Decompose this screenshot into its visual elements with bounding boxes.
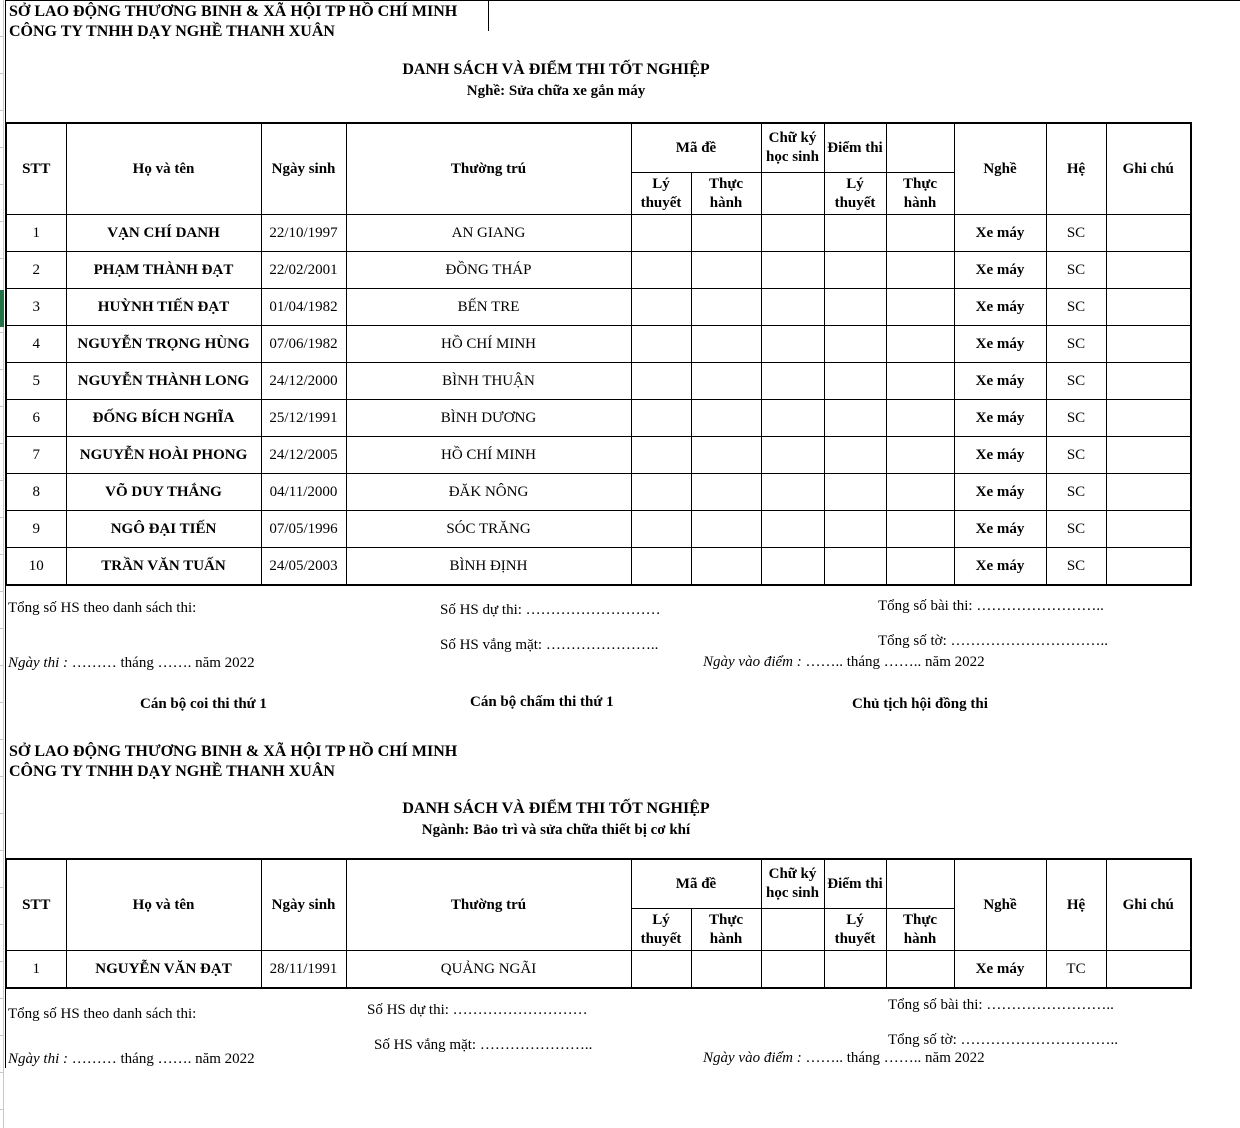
cell-chu-ky[interactable] bbox=[761, 548, 824, 586]
cell-he[interactable]: TC bbox=[1046, 951, 1106, 989]
tong-so-to-2: Tổng số tờ: ………………………….. bbox=[888, 1032, 1119, 1048]
subheader-ly-thuyet: Lý thuyết bbox=[824, 909, 886, 951]
table-row bbox=[6, 511, 1191, 548]
cell-stt[interactable]: 8 bbox=[6, 474, 66, 511]
tong-so-bai-thi: Tổng số bài thi: …………………….. bbox=[878, 598, 1104, 614]
cell-dob[interactable]: 25/12/1991 bbox=[261, 400, 346, 437]
cell-ma-de-ly-thuyet[interactable] bbox=[631, 326, 691, 363]
cell-ghi-chu[interactable] bbox=[1106, 215, 1191, 252]
cell-he[interactable]: SC bbox=[1046, 474, 1106, 511]
tong-so-to: Tổng số tờ: ………………………….. bbox=[878, 633, 1109, 649]
org-line1: SỞ LAO ĐỘNG THƯƠNG BINH & XÃ HỘI TP HỒ CHÍ MINH bbox=[9, 3, 458, 20]
cell-stt[interactable]: 5 bbox=[6, 363, 66, 400]
page-title-2: DANH SÁCH VÀ ĐIỂM THI TỐT NGHIỆP bbox=[402, 800, 710, 817]
cell-name[interactable]: ĐỐNG BÍCH NGHĨA bbox=[66, 400, 261, 437]
cell-ma-de-ly-thuyet[interactable] bbox=[631, 252, 691, 289]
cell-ma-de-thuc-hanh[interactable] bbox=[691, 951, 761, 989]
cell-diem-thuc-hanh[interactable] bbox=[886, 474, 954, 511]
cell-diem-thuc-hanh[interactable] bbox=[886, 326, 954, 363]
signature-can-bo-coi-thi: Cán bộ coi thi thứ 1 bbox=[140, 696, 267, 712]
cell-stt[interactable]: 1 bbox=[6, 215, 66, 252]
cell-name[interactable]: NGUYỄN TRỌNG HÙNG bbox=[66, 326, 261, 363]
cell-ghi-chu[interactable] bbox=[1106, 548, 1191, 586]
cell-he[interactable]: SC bbox=[1046, 252, 1106, 289]
cell-name[interactable]: VẠN CHÍ DANH bbox=[66, 215, 261, 252]
section2-titles bbox=[0, 800, 1112, 839]
cell-ma-de-ly-thuyet[interactable] bbox=[631, 511, 691, 548]
cell-stt[interactable]: 10 bbox=[6, 548, 66, 586]
gridline-rail bbox=[0, 0, 4, 1128]
cell-nghe[interactable]: Xe máy bbox=[954, 289, 1046, 326]
cell-ma-de-thuc-hanh[interactable] bbox=[691, 511, 761, 548]
cell-ma-de-thuc-hanh[interactable] bbox=[691, 289, 761, 326]
total-hs-label: Tổng số HS theo danh sách thi: bbox=[8, 600, 197, 616]
cell-diem-ly-thuyet[interactable] bbox=[824, 326, 886, 363]
cell-he[interactable]: SC bbox=[1046, 400, 1106, 437]
cell-chu-ky[interactable] bbox=[761, 474, 824, 511]
subheader-blank-chu-ky bbox=[761, 173, 824, 215]
cell-dob[interactable]: 07/05/1996 bbox=[261, 511, 346, 548]
signature-can-bo-cham-thi: Cán bộ chấm thi thứ 1 bbox=[470, 694, 614, 710]
subheader-thuc-hanh: Thực hành bbox=[691, 909, 761, 951]
signature-chu-tich-hoi-dong: Chủ tịch hội đồng thi bbox=[852, 696, 988, 712]
cell-ma-de-ly-thuyet[interactable] bbox=[631, 548, 691, 586]
cell-ma-de-thuc-hanh[interactable] bbox=[691, 548, 761, 586]
cell-diem-ly-thuyet[interactable] bbox=[824, 437, 886, 474]
cell-name[interactable]: VÕ DUY THẮNG bbox=[66, 474, 261, 511]
cell-dob[interactable]: 22/10/1997 bbox=[261, 215, 346, 252]
org-line2: CÔNG TY TNHH DẠY NGHỀ THANH XUÂN bbox=[9, 763, 335, 780]
cell-ma-de-ly-thuyet[interactable] bbox=[631, 437, 691, 474]
ngay-thi-label: Ngày thi : bbox=[8, 1051, 68, 1067]
cell-ma-de-ly-thuyet[interactable] bbox=[631, 474, 691, 511]
cell-name[interactable]: TRẦN VĂN TUẤN bbox=[66, 548, 261, 586]
cell-chu-ky[interactable] bbox=[761, 511, 824, 548]
cell-ma-de-ly-thuyet[interactable] bbox=[631, 215, 691, 252]
table-row bbox=[6, 215, 1191, 252]
total-hs-label-2: Tổng số HS theo danh sách thi: bbox=[8, 1006, 197, 1022]
cell-ghi-chu[interactable] bbox=[1106, 252, 1191, 289]
cell-stt[interactable]: 7 bbox=[6, 437, 66, 474]
cell-nghe[interactable]: Xe máy bbox=[954, 326, 1046, 363]
subheader-ly-thuyet: Lý thuyết bbox=[631, 909, 691, 951]
cell-diem-thuc-hanh[interactable] bbox=[886, 252, 954, 289]
ngay-vao-diem-2 bbox=[703, 1050, 985, 1067]
cell-ghi-chu[interactable] bbox=[1106, 400, 1191, 437]
cell-diem-ly-thuyet[interactable] bbox=[824, 474, 886, 511]
cell-stt[interactable]: 6 bbox=[6, 400, 66, 437]
cell-stt[interactable]: 2 bbox=[6, 252, 66, 289]
cell-nghe[interactable]: Xe máy bbox=[954, 474, 1046, 511]
cell-address[interactable]: BÌNH THUẬN bbox=[346, 363, 631, 400]
table-row bbox=[6, 548, 1191, 586]
cell-diem-thuc-hanh[interactable] bbox=[886, 511, 954, 548]
ngay-thi bbox=[8, 655, 255, 672]
org-header-2 bbox=[9, 742, 457, 782]
cell-address[interactable]: SÓC TRĂNG bbox=[346, 511, 631, 548]
cell-chu-ky[interactable] bbox=[761, 326, 824, 363]
col-header-dob: Ngày sinh bbox=[261, 123, 346, 215]
cell-stt[interactable]: 3 bbox=[6, 289, 66, 326]
cell-diem-thuc-hanh[interactable] bbox=[886, 215, 954, 252]
cell-ghi-chu[interactable] bbox=[1106, 511, 1191, 548]
cell-chu-ky[interactable] bbox=[761, 951, 824, 989]
hs-vang-mat: Số HS vắng mặt: ………………….. bbox=[440, 637, 659, 653]
subheader-thuc-hanh: Thực hành bbox=[886, 173, 954, 215]
cell-diem-thuc-hanh[interactable] bbox=[886, 951, 954, 989]
cell-chu-ky[interactable] bbox=[761, 400, 824, 437]
col-header-stt: STT bbox=[6, 859, 66, 951]
cell-name[interactable]: NGUYỄN THÀNH LONG bbox=[66, 363, 261, 400]
col-header-chu-ky: Chữ ký học sinh bbox=[761, 123, 824, 173]
table-row bbox=[6, 474, 1191, 511]
col-header-diem-thi: Điểm thi bbox=[824, 123, 886, 173]
cell-address[interactable]: BẾN TRE bbox=[346, 289, 631, 326]
cell-dob[interactable]: 01/04/1982 bbox=[261, 289, 346, 326]
hs-du-thi: Số HS dự thi: ……………………… bbox=[440, 602, 661, 618]
cell-name[interactable]: NGÔ ĐẠI TIẾN bbox=[66, 511, 261, 548]
col-header-blank bbox=[886, 859, 954, 909]
cell-diem-thuc-hanh[interactable] bbox=[886, 363, 954, 400]
cell-diem-ly-thuyet[interactable] bbox=[824, 400, 886, 437]
cell-nghe[interactable]: Xe máy bbox=[954, 252, 1046, 289]
subheader-thuc-hanh: Thực hành bbox=[691, 173, 761, 215]
cell-address[interactable]: BÌNH DƯƠNG bbox=[346, 400, 631, 437]
cell-ghi-chu[interactable] bbox=[1106, 363, 1191, 400]
cell-diem-ly-thuyet[interactable] bbox=[824, 548, 886, 586]
cell-name[interactable]: HUỲNH TIẾN ĐẠT bbox=[66, 289, 261, 326]
col-header-ghi-chu: Ghi chú bbox=[1106, 123, 1191, 215]
cell-ghi-chu[interactable] bbox=[1106, 437, 1191, 474]
cell-ma-de-ly-thuyet[interactable] bbox=[631, 951, 691, 989]
subheader-thuc-hanh: Thực hành bbox=[886, 909, 954, 951]
page-subtitle: Nghề: Sửa chữa xe gắn máy bbox=[466, 83, 646, 99]
table-row bbox=[6, 326, 1191, 363]
cell-address[interactable]: HỒ CHÍ MINH bbox=[346, 326, 631, 363]
tong-so-bai-thi-2: Tổng số bài thi: …………………….. bbox=[888, 997, 1114, 1013]
col-header-blank bbox=[886, 123, 954, 173]
cell-he[interactable]: SC bbox=[1046, 548, 1106, 586]
col-header-address: Thường trú bbox=[346, 123, 631, 215]
cell-dob[interactable]: 24/05/2003 bbox=[261, 548, 346, 586]
cell-ma-de-thuc-hanh[interactable] bbox=[691, 474, 761, 511]
cell-chu-ky[interactable] bbox=[761, 289, 824, 326]
cell-dob[interactable]: 22/02/2001 bbox=[261, 252, 346, 289]
row-selection-indicator bbox=[0, 290, 4, 327]
cell-nghe[interactable]: Xe máy bbox=[954, 548, 1046, 586]
col-header-ma-de: Mã đề bbox=[631, 859, 761, 909]
cell-ghi-chu[interactable] bbox=[1106, 474, 1191, 511]
exam-table-2 bbox=[5, 858, 1192, 989]
hs-du-thi-2: Số HS dự thi: ……………………… bbox=[367, 1002, 588, 1018]
cell-address[interactable]: ĐỒNG THÁP bbox=[346, 252, 631, 289]
cell-diem-thuc-hanh[interactable] bbox=[886, 289, 954, 326]
cell-stt[interactable]: 4 bbox=[6, 326, 66, 363]
cell-ma-de-thuc-hanh[interactable] bbox=[691, 400, 761, 437]
table-row bbox=[6, 437, 1191, 474]
cell-diem-ly-thuyet[interactable] bbox=[824, 289, 886, 326]
cell-ma-de-thuc-hanh[interactable] bbox=[691, 326, 761, 363]
col-header-he: Hệ bbox=[1046, 859, 1106, 951]
col-header-ma-de: Mã đề bbox=[631, 123, 761, 173]
cell-name[interactable]: NGUYỄN VĂN ĐẠT bbox=[66, 951, 261, 989]
cell-nghe[interactable]: Xe máy bbox=[954, 951, 1046, 989]
cell-stt[interactable]: 1 bbox=[6, 951, 66, 989]
cell-nghe[interactable]: Xe máy bbox=[954, 363, 1046, 400]
cell-address[interactable]: HỒ CHÍ MINH bbox=[346, 437, 631, 474]
cell-address[interactable]: BÌNH ĐỊNH bbox=[346, 548, 631, 586]
cell-dob[interactable]: 28/11/1991 bbox=[261, 951, 346, 989]
col-header-nghe: Nghề bbox=[954, 859, 1046, 951]
org-line2: CÔNG TY TNHH DẠY NGHỀ THANH XUÂN bbox=[9, 23, 335, 40]
org-line1: SỞ LAO ĐỘNG THƯƠNG BINH & XÃ HỘI TP HỒ CHÍ MINH bbox=[9, 743, 458, 760]
cell-ma-de-thuc-hanh[interactable] bbox=[691, 437, 761, 474]
cell-address[interactable]: QUẢNG NGÃI bbox=[346, 951, 631, 989]
cell-address[interactable]: ĐĂK NÔNG bbox=[346, 474, 631, 511]
col-header-ghi-chu: Ghi chú bbox=[1106, 859, 1191, 951]
cell-ghi-chu[interactable] bbox=[1106, 326, 1191, 363]
cell-ma-de-ly-thuyet[interactable] bbox=[631, 400, 691, 437]
cell-dob[interactable]: 04/11/2000 bbox=[261, 474, 346, 511]
ngay-vao-diem-rest: …….. tháng …….. năm 2022 bbox=[801, 654, 985, 670]
cell-diem-ly-thuyet[interactable] bbox=[824, 252, 886, 289]
hs-vang-mat-2: Số HS vắng mặt: ………………….. bbox=[374, 1037, 593, 1053]
cell-he[interactable]: SC bbox=[1046, 326, 1106, 363]
cell-diem-ly-thuyet[interactable] bbox=[824, 951, 886, 989]
cell-address[interactable]: AN GIANG bbox=[346, 215, 631, 252]
cell-ghi-chu[interactable] bbox=[1106, 289, 1191, 326]
ngay-thi-rest: ……… tháng ……. năm 2022 bbox=[68, 655, 255, 671]
cell-ma-de-thuc-hanh[interactable] bbox=[691, 363, 761, 400]
col-header-diem-thi: Điểm thi bbox=[824, 859, 886, 909]
cell-diem-thuc-hanh[interactable] bbox=[886, 400, 954, 437]
cell-diem-thuc-hanh[interactable] bbox=[886, 437, 954, 474]
col-header-he: Hệ bbox=[1046, 123, 1106, 215]
table-row bbox=[6, 363, 1191, 400]
cell-he[interactable]: SC bbox=[1046, 363, 1106, 400]
table-row bbox=[6, 951, 1191, 989]
cell-he[interactable]: SC bbox=[1046, 215, 1106, 252]
col-header-name: Họ và tên bbox=[66, 859, 261, 951]
ngay-thi-2 bbox=[8, 1051, 255, 1068]
cell-chu-ky[interactable] bbox=[761, 252, 824, 289]
cell-ma-de-thuc-hanh[interactable] bbox=[691, 252, 761, 289]
cell-nghe[interactable]: Xe máy bbox=[954, 511, 1046, 548]
cell-name[interactable]: PHẠM THÀNH ĐẠT bbox=[66, 252, 261, 289]
ngay-vao-diem-label: Ngày vào điểm : bbox=[703, 1050, 802, 1066]
cell-ma-de-thuc-hanh[interactable] bbox=[691, 215, 761, 252]
cell-chu-ky[interactable] bbox=[761, 215, 824, 252]
document-top-border bbox=[5, 0, 1240, 1]
table-row bbox=[6, 400, 1191, 437]
table-row bbox=[6, 289, 1191, 326]
cell-nghe[interactable]: Xe máy bbox=[954, 400, 1046, 437]
col-header-address: Thường trú bbox=[346, 859, 631, 951]
cell-chu-ky[interactable] bbox=[761, 437, 824, 474]
cell-name[interactable]: NGUYỄN HOÀI PHONG bbox=[66, 437, 261, 474]
ngay-thi-rest: ……… tháng ……. năm 2022 bbox=[68, 1051, 255, 1067]
cell-ma-de-ly-thuyet[interactable] bbox=[631, 363, 691, 400]
col-header-dob: Ngày sinh bbox=[261, 859, 346, 951]
cell-he[interactable]: SC bbox=[1046, 511, 1106, 548]
table-row bbox=[6, 252, 1191, 289]
subheader-ly-thuyet: Lý thuyết bbox=[824, 173, 886, 215]
exam-table-1 bbox=[5, 122, 1192, 586]
ngay-vao-diem bbox=[703, 654, 985, 671]
cell-diem-ly-thuyet[interactable] bbox=[824, 363, 886, 400]
cell-dob[interactable]: 24/12/2000 bbox=[261, 363, 346, 400]
page-subtitle-2: Ngành: Bảo trì và sửa chữa thiết bị cơ khí bbox=[421, 822, 691, 838]
ngay-vao-diem-label: Ngày vào điểm : bbox=[703, 654, 802, 670]
col-header-chu-ky: Chữ ký học sinh bbox=[761, 859, 824, 909]
cell-nghe[interactable]: Xe máy bbox=[954, 437, 1046, 474]
cell-chu-ky[interactable] bbox=[761, 363, 824, 400]
col-header-stt: STT bbox=[6, 123, 66, 215]
cell-ghi-chu[interactable] bbox=[1106, 951, 1191, 989]
col-header-nghe: Nghề bbox=[954, 123, 1046, 215]
ngay-thi-label: Ngày thi : bbox=[8, 655, 68, 671]
cell-diem-thuc-hanh[interactable] bbox=[886, 548, 954, 586]
cell-he[interactable]: SC bbox=[1046, 289, 1106, 326]
cell-nghe[interactable]: Xe máy bbox=[954, 215, 1046, 252]
page-title: DANH SÁCH VÀ ĐIỂM THI TỐT NGHIỆP bbox=[402, 61, 710, 78]
ngay-vao-diem-rest: …….. tháng …….. năm 2022 bbox=[801, 1050, 985, 1066]
header-cell-divider bbox=[488, 0, 489, 31]
cell-dob[interactable]: 07/06/1982 bbox=[261, 326, 346, 363]
subheader-ly-thuyet: Lý thuyết bbox=[631, 173, 691, 215]
section1-titles bbox=[0, 61, 1112, 100]
cell-diem-ly-thuyet[interactable] bbox=[824, 511, 886, 548]
subheader-blank-chu-ky bbox=[761, 909, 824, 951]
cell-stt[interactable]: 9 bbox=[6, 511, 66, 548]
cell-dob[interactable]: 24/12/2005 bbox=[261, 437, 346, 474]
cell-diem-ly-thuyet[interactable] bbox=[824, 215, 886, 252]
col-header-name: Họ và tên bbox=[66, 123, 261, 215]
cell-ma-de-ly-thuyet[interactable] bbox=[631, 289, 691, 326]
cell-he[interactable]: SC bbox=[1046, 437, 1106, 474]
org-header bbox=[9, 2, 457, 42]
